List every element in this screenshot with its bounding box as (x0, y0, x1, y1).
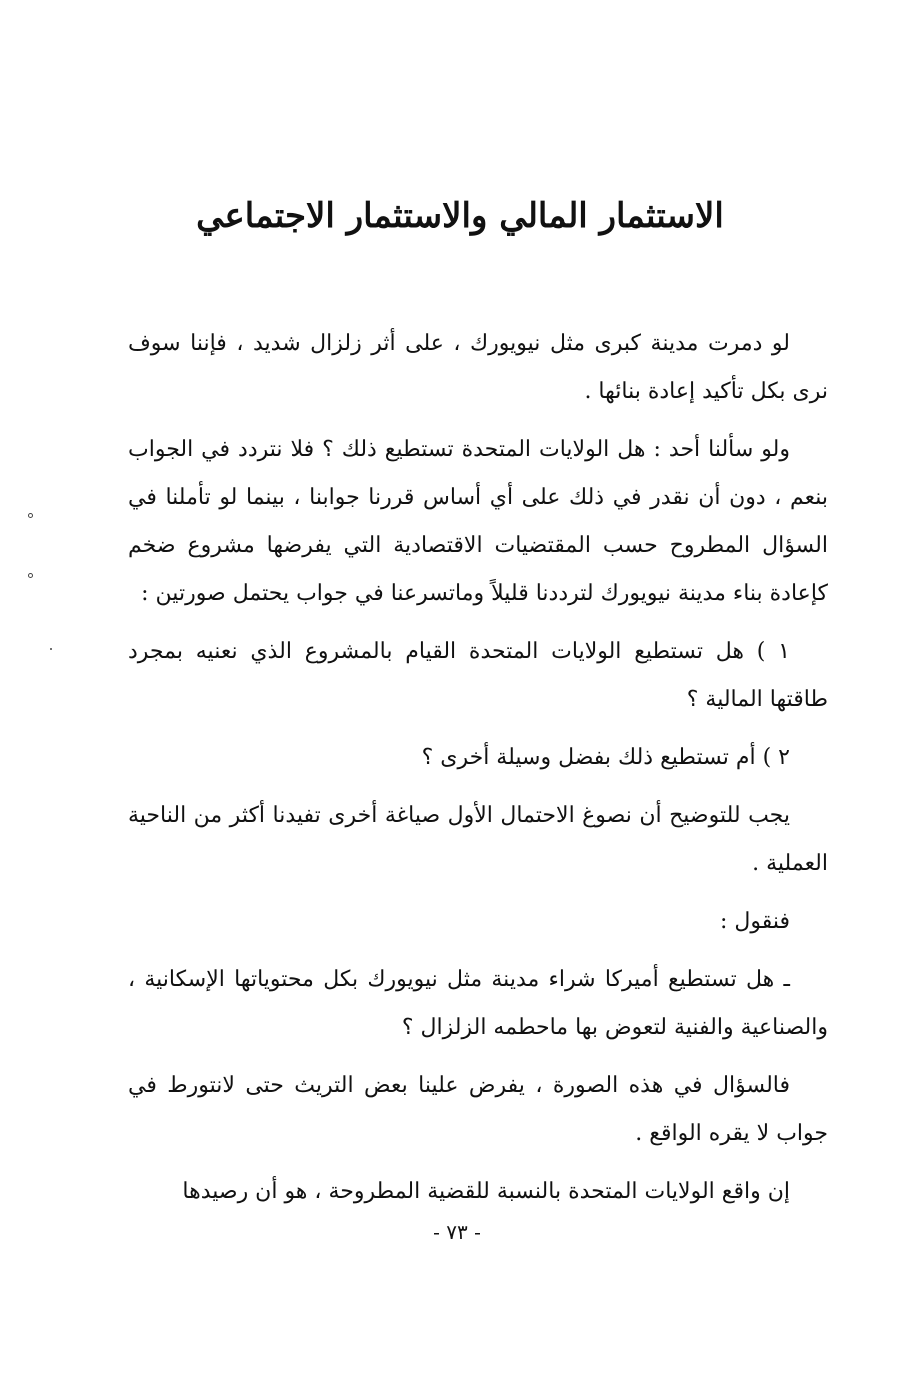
margin-dot (28, 513, 33, 518)
paragraph-8: فالسؤال في هذه الصورة ، يفرض علينا بعض التريث حتى لانتورط في جواب لا يقره الواقع . (128, 1073, 828, 1146)
paragraph-6: فنقول : (719, 909, 790, 934)
paragraph-7: ـ هل تستطيع أميركا شراء مدينة مثل نيويورك بكل محتوياتها الإسكانية ، والصناعية والفنية لتعوض بها ماحطمه الزلزال ؟ (128, 967, 828, 1040)
paragraph-2: ولو سألنا أحد : هل الولايات المتحدة تستطيع ذلك ؟ فلا نتردد في الجواب بنعم ، دون أن نقدر في ذلك على أي أساس قررنا جوابنا ، بينما لو تأملنا في السؤال المطروح حسب المقتضيات الاقتصادية التي يفرضها مشروع ضخم كإعادة بناء مدينة نيويورك لترددنا قليلاً وماتسرعنا في جواب يحتمل صورتين : (128, 437, 828, 606)
paragraph-9: إن واقع الولايات المتحدة بالنسبة للقضية المطروحة ، هو أن رصيدها (182, 1179, 790, 1204)
paragraph-5: يجب للتوضيح أن نصوغ الاحتمال الأول صياغة أخرى تفيدنا أكثر من الناحية العملية . (128, 803, 828, 876)
paragraph-4: ٢ ) أم تستطيع ذلك بفضل وسيلة أخرى ؟ (421, 745, 790, 770)
body-text (128, 320, 828, 1226)
page-title: الاستثمار المالي والاستثمار الاجتماعي (196, 196, 724, 236)
paragraph-1: لو دمرت مدينة كبرى مثل نيويورك ، على أثر زلزال شديد ، فإننا سوف نرى بكل تأكيد إعادة بنائها . (128, 331, 828, 404)
margin-dot (28, 573, 33, 578)
paragraph-3: ١ ) هل تستطيع الولايات المتحدة القيام بالمشروع الذي نعنيه بمجرد طاقتها المالية ؟ (128, 639, 828, 712)
margin-dot (50, 648, 52, 650)
page-number: - ٧٣ - (433, 1220, 481, 1244)
